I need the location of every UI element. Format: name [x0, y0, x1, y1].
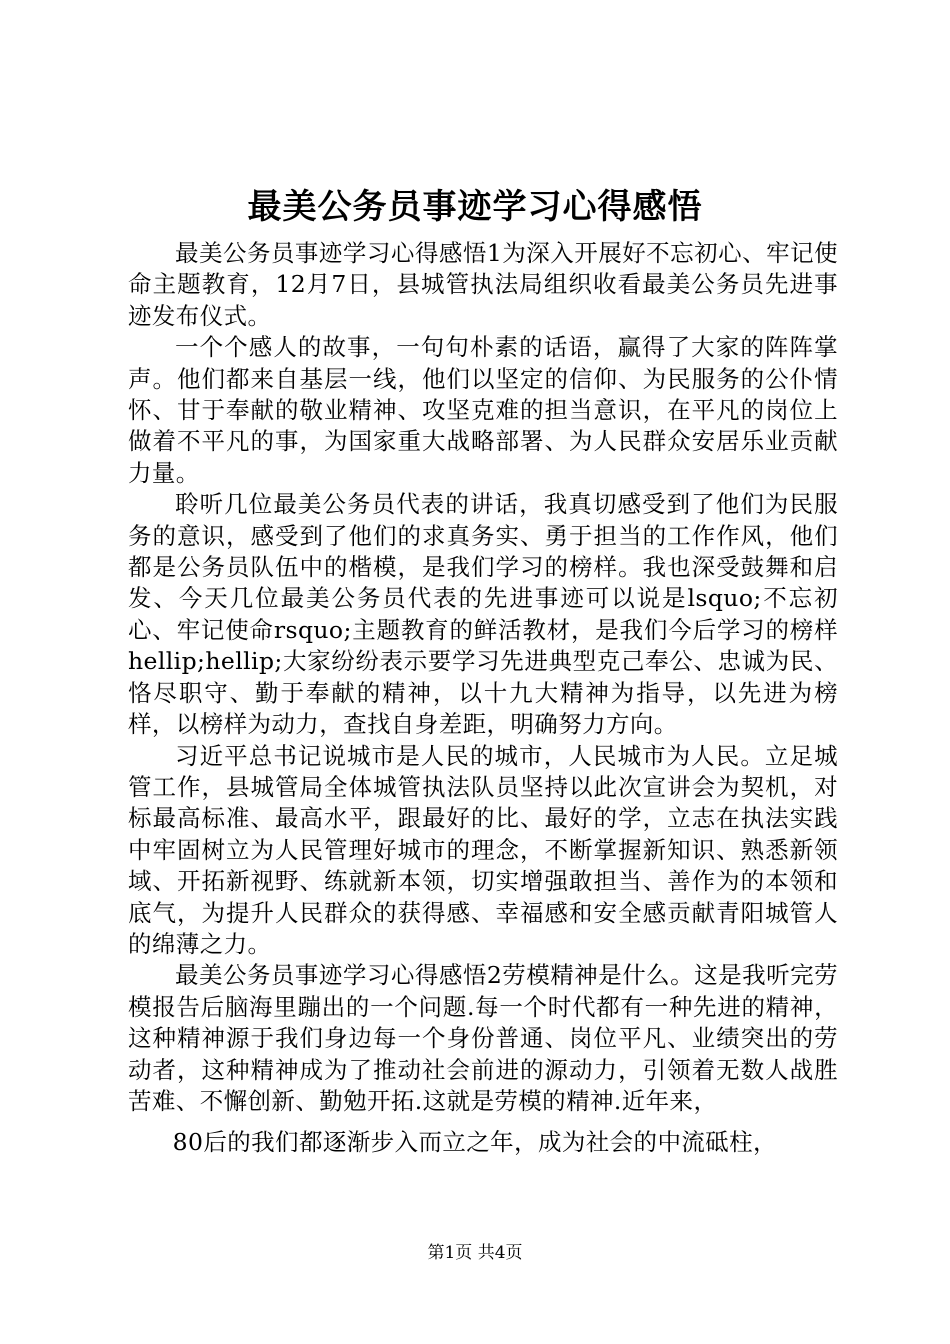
document-body: [128, 238, 838, 1159]
paragraph: 最美公务员事迹学习心得感悟1为深入开展好不忘初心、牢记使命主题教育，12月7日，县城管执法局组织收看最美公务员先进事迹发布仪式。: [128, 239, 838, 330]
page-footer: 第1页 共4页: [427, 1243, 523, 1263]
document-title: 最美公务员事迹学习心得感悟: [247, 187, 703, 227]
paragraph: 一个个感人的故事，一句句朴素的话语，赢得了大家的阵阵掌声。他们都来自基层一线，他们以坚定的信仰、为民服务的公仆情怀、甘于奉献的敬业精神、攻坚克难的担当意识，在平凡的岗位上做着不平凡的事，为国家重大战略部署、为人民群众安居乐业贡献力量。: [128, 333, 838, 487]
paragraph: 习近平总书记说城市是人民的城市，人民城市为人民。立足城管工作，县城管局全体城管执法队员坚持以此次宣讲会为契机，对标最高标准、最高水平，跟最好的比、最好的学，立志在执法实践中牢固树立为人民管理好城市的理念，不断掌握新知识、熟悉新领域、开拓新视野、练就新本领，切实增强敢担当、善作为的本领和底气，为提升人民群众的获得感、幸福感和安全感贡献青阳城管人的绵薄之力。: [128, 741, 838, 958]
paragraph: 最美公务员事迹学习心得感悟2劳模精神是什么。这是我听完劳模报告后脑海里蹦出的一个问题.每一个时代都有一种先进的精神，这种精神源于我们身边每一个身份普通、岗位平凡、业绩突出的劳动者，这种精神成为了推动社会前进的源动力，引领着无数人战胜苦难、不懈创新、勤勉开拓.这就是劳模的精神.近年来，: [128, 961, 838, 1115]
paragraph: 聆听几位最美公务员代表的讲话，我真切感受到了他们为民服务的意识，感受到了他们的求真务实、勇于担当的工作作风，他们都是公务员队伍中的楷模，是我们学习的榜样。我也深受鼓舞和启发、今天几位最美公务员代表的先进事迹可以说是lsquo;不忘初心、牢记使命rsquo;主题教育的鲜活教材，是我们今后学习的榜样hellip;hellip;大家纷纷表示要学习先进典型克己奉公、忠诚为民、恪尽职守、勤于奉献的精神，以十九大精神为指导，以先进为榜样，以榜样为动力，查找自身差距，明确努力方向。: [128, 490, 838, 739]
paragraph: 80后的我们都逐渐步入而立之年，成为社会的中流砥柱，: [172, 1128, 777, 1157]
